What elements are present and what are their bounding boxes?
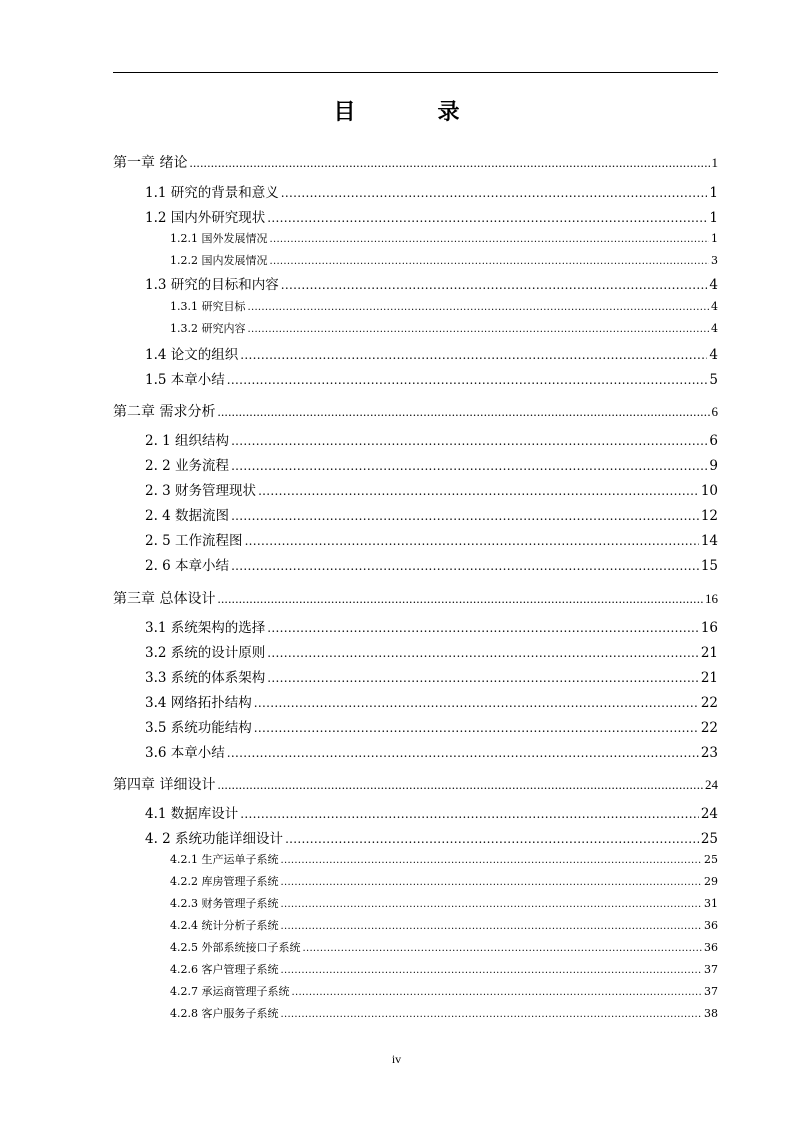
toc-entry[interactable] [145,368,718,388]
toc-entry-page: 15 [700,558,718,574]
toc-entry[interactable] [170,320,718,336]
toc-entry-label: 1.4 论文的组织 [145,347,239,363]
toc-entry-page: 1 [711,232,718,245]
toc-entry[interactable] [170,873,718,889]
toc-leader-dots [189,155,709,171]
toc-entry-label: 2. 2 业务流程 [145,458,230,474]
toc-entry-page: 6 [709,433,718,449]
toc-entry-page: 4 [711,322,718,335]
toc-entry-page: 3 [711,254,718,267]
toc-entry-page: 16 [705,591,718,606]
toc-leader-dots [240,806,699,822]
toc-entry-page: 24 [700,806,718,822]
toc-entry[interactable] [145,273,718,293]
toc-entry-label: 3.4 网络拓扑结构 [145,695,252,711]
toc-entry-label: 第一章 绪论 [113,155,188,171]
toc-entry-page: 4 [711,300,718,313]
toc-entry[interactable] [145,479,718,499]
toc-entry-label: 4.2.1 生产运单子系统 [170,853,279,866]
toc-entry-label: 4.2.4 统计分析子系统 [170,919,279,932]
toc-entry[interactable] [145,666,718,686]
toc-entry[interactable] [170,983,718,999]
toc-entry-page: 21 [700,645,718,661]
toc-entry-page: 5 [709,372,718,388]
toc-entry-page: 16 [700,620,718,636]
toc-entry[interactable] [170,917,718,933]
toc-leader-dots [285,831,699,847]
toc-entry-label: 2. 1 组织结构 [145,433,230,449]
toc-entry-page: 1 [709,185,718,201]
toc-entry[interactable] [170,230,718,246]
toc-entry-page: 23 [700,745,718,761]
toc-entry[interactable] [170,961,718,977]
toc-entry[interactable] [145,529,718,549]
toc-entry-page: 12 [700,508,718,524]
toc-leader-dots [231,458,707,474]
toc-entry-label: 1.2.2 国内发展情况 [170,254,268,267]
toc-entry-label: 3.3 系统的体系架构 [145,670,266,686]
toc-entry-label: 1.5 本章小结 [145,372,225,388]
toc-entry-label: 2. 5 工作流程图 [145,533,243,549]
toc-entry-label: 第二章 需求分析 [113,404,216,420]
toc-leader-dots [258,483,699,499]
toc-entry[interactable] [113,774,718,794]
toc-leader-dots [248,322,710,335]
toc-entry[interactable] [145,802,718,822]
toc-entry-page: 25 [704,853,718,866]
toc-entry-label: 4.2.7 承运商管理子系统 [170,985,290,998]
toc-leader-dots [292,985,703,998]
toc-leader-dots [267,645,699,661]
toc-entry[interactable] [145,616,718,636]
toc-leader-dots [281,1007,703,1020]
toc-entry-page: 29 [704,875,718,888]
toc-leader-dots [217,591,703,607]
toc-entry[interactable] [145,454,718,474]
toc-entry-page: 25 [700,831,718,847]
toc-leader-dots [267,620,699,636]
toc-entry-page: 22 [700,720,718,736]
toc-entry-label: 1.3.2 研究内容 [170,322,246,335]
page-title: 目 录 [333,100,490,125]
toc-entry[interactable] [145,343,718,363]
toc-entry-label: 1.2.1 国外发展情况 [170,232,268,245]
toc-entry[interactable] [145,641,718,661]
toc-leader-dots [281,875,703,888]
toc-leader-dots [217,777,703,793]
toc-entry-label: 4.2.2 库房管理子系统 [170,875,279,888]
toc-entry-label: 1.3 研究的目标和内容 [145,277,279,293]
toc-leader-dots [254,720,699,736]
toc-entry[interactable] [170,895,718,911]
toc-entry-label: 2. 3 财务管理现状 [145,483,257,499]
toc-entry-page: 1 [711,155,718,170]
toc-entry-label: 2. 6 本章小结 [145,558,230,574]
toc-entry[interactable] [170,1005,718,1021]
toc-entry-label: 第三章 总体设计 [113,591,216,607]
toc-entry-label: 1.1 研究的背景和意义 [145,185,279,201]
toc-entry-label: 1.3.1 研究目标 [170,300,246,313]
toc-leader-dots [303,941,703,954]
toc-entry-page: 9 [709,458,718,474]
toc-leader-dots [245,533,699,549]
toc-entry-page: 38 [704,1007,718,1020]
toc-entry-label: 3.6 本章小结 [145,745,225,761]
header-rule [113,72,718,73]
toc-entry-label: 2. 4 数据流图 [145,508,230,524]
toc-entry-page: 37 [704,963,718,976]
toc-entry-page: 24 [705,777,718,792]
toc-entry-label: 4.2.8 客户服务子系统 [170,1007,279,1020]
toc-entry-label: 4.2.6 客户管理子系统 [170,963,279,976]
toc-leader-dots [217,404,709,420]
toc-entry-page: 6 [711,404,718,419]
toc-entry[interactable] [145,741,718,761]
toc-entry-page: 36 [704,941,718,954]
toc-entry-page: 31 [704,897,718,910]
toc-leader-dots [231,508,699,524]
toc-entry[interactable] [145,504,718,524]
toc-leader-dots [281,277,708,293]
toc-leader-dots [254,695,699,711]
toc-entry-label: 1.2 国内外研究现状 [145,210,266,226]
toc-leader-dots [267,670,699,686]
toc-leader-dots [227,745,699,761]
page-number: iv [391,1052,402,1066]
toc-entry[interactable] [145,181,718,201]
toc-entry-page: 1 [709,210,718,226]
toc-leader-dots [227,372,708,388]
toc-entry[interactable] [145,716,718,736]
toc-entry-page: 37 [704,985,718,998]
toc-entry-label: 4.2.3 财务管理子系统 [170,897,279,910]
toc-entry-label: 3.2 系统的设计原则 [145,645,266,661]
toc-leader-dots [281,963,703,976]
toc-leader-dots [281,853,703,866]
toc-entry-label: 3.5 系统功能结构 [145,720,252,736]
toc-leader-dots [281,919,703,932]
toc-entry[interactable] [170,939,718,955]
toc-entry[interactable] [145,206,718,226]
toc-entry-page: 14 [700,533,718,549]
toc-entry-page: 36 [704,919,718,932]
toc-entry-page: 4 [709,277,718,293]
toc-entry-page: 22 [700,695,718,711]
toc-entry-label: 3.1 系统架构的选择 [145,620,266,636]
toc-entry[interactable] [145,429,718,449]
toc-entry-page: 10 [700,483,718,499]
toc-entry[interactable] [170,298,718,314]
toc-leader-dots [270,254,710,267]
toc-leader-dots [267,210,707,226]
toc-entry[interactable] [145,827,718,847]
toc-entry-label: 4.1 数据库设计 [145,806,239,822]
toc-entry-page: 4 [709,347,718,363]
toc-entry-page: 21 [700,670,718,686]
toc-leader-dots [240,347,707,363]
toc-entry[interactable] [145,554,718,574]
toc-leader-dots [231,433,707,449]
toc-leader-dots [281,185,708,201]
toc-entry[interactable] [113,152,718,172]
toc-entry[interactable] [170,252,718,268]
toc-entry[interactable] [145,691,718,711]
toc-entry[interactable] [113,588,718,608]
toc-leader-dots [270,232,710,245]
toc-leader-dots [281,897,703,910]
toc-entry[interactable] [170,851,718,867]
toc-leader-dots [231,558,699,574]
toc-entry[interactable] [113,401,718,421]
toc-entry-label: 4. 2 系统功能详细设计 [145,831,284,847]
toc-leader-dots [248,300,710,313]
toc-entry-label: 4.2.5 外部系统接口子系统 [170,941,301,954]
toc-entry-label: 第四章 详细设计 [113,777,216,793]
